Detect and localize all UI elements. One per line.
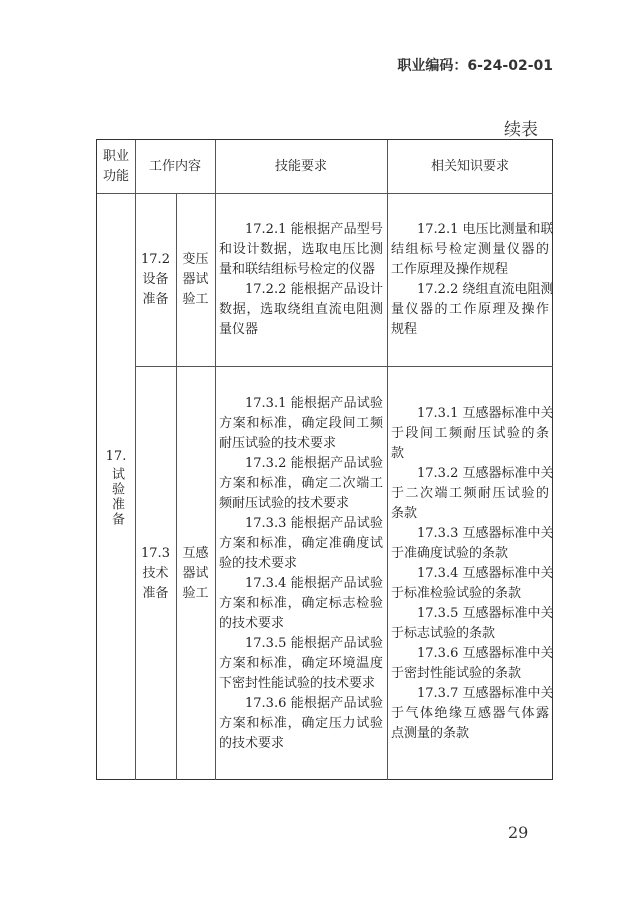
text-line: 耐压试验的技术要求	[219, 435, 337, 451]
text-line: 方案和标准，确定压力试验	[219, 715, 383, 731]
knowledge-item	[391, 524, 554, 564]
text-line: 方案和标准，确定环境温度	[219, 655, 383, 671]
text-line: 条款	[391, 505, 418, 521]
text-line: 17.2.1 电压比测量和联	[417, 222, 554, 237]
skills-item	[219, 454, 383, 514]
text-line: 17.2.2 能根据产品设计	[245, 282, 383, 297]
text-line: 于准确度试验的条款	[391, 545, 509, 561]
text-line: 于气体绝缘互感器气体露	[391, 705, 549, 721]
text-line: 17.3.3 互感器标准中关	[417, 525, 554, 541]
skills-cell	[215, 194, 387, 366]
knowledge-cell	[387, 367, 553, 780]
header-text: 功能	[102, 169, 129, 184]
continued-label: 续表	[504, 120, 538, 140]
text-line: 17.3.5 能根据产品试验	[245, 635, 383, 651]
text-line: 17.3.7 互感器标准中关	[417, 685, 554, 701]
text-line: 于段间工频耐压试验的条	[391, 425, 549, 441]
knowledge-item	[391, 564, 554, 604]
item-cell	[176, 367, 215, 780]
item-text: 验工	[182, 585, 209, 601]
item-text: 变压	[182, 252, 209, 267]
text-line: 17.3.4 互感器标准中关	[417, 565, 554, 581]
text-line: 17.3.6 互感器标准中关	[417, 645, 554, 661]
item-text: 验工	[182, 292, 209, 307]
standards-table	[96, 139, 553, 780]
knowledge-item	[391, 644, 554, 684]
header-function	[97, 140, 135, 194]
function-name: 试验准备	[109, 467, 124, 527]
section-text: 准备	[142, 292, 169, 307]
text-line: 17.3.5 互感器标准中关	[417, 605, 554, 621]
text-line: 工作原理及操作规程	[391, 262, 509, 277]
text-line: 方案和标准，确定二次端工	[219, 475, 383, 491]
text-line: 量仪器的工作原理及操作	[391, 302, 549, 317]
text-line: 于二次端工频耐压试验的	[391, 485, 549, 501]
text-line: 量仪器	[219, 322, 259, 337]
text-line: 17.2.1 能根据产品型号	[245, 222, 383, 237]
knowledge-item	[391, 604, 554, 644]
text-line: 于密封性能试验的条款	[391, 665, 522, 681]
text-line: 的技术要求	[219, 615, 285, 631]
header-knowledge: 相关知识要求	[430, 159, 509, 174]
text-line: 下密封性能试验的技术要求	[219, 675, 376, 691]
text-line: 17.2.2 绕组直流电阻测	[417, 282, 554, 297]
header-content: 工作内容	[148, 159, 201, 174]
section-cell	[135, 194, 176, 366]
text-line: 数据，选取绕组直流电阻测	[219, 302, 383, 317]
text-line: 规程	[391, 322, 418, 337]
text-line: 17.3.4 能根据产品试验	[245, 575, 383, 591]
knowledge-item	[391, 684, 554, 744]
text-line: 频耐压试验的技术要求	[219, 495, 350, 511]
occupation-code: 职业编码：6-24-02-01	[397, 58, 553, 74]
text-line: 17.3.2 互感器标准中关	[417, 465, 554, 481]
skills-item	[219, 280, 383, 340]
text-line: 17.3.1 互感器标准中关	[417, 405, 554, 421]
skills-item	[219, 694, 383, 754]
knowledge-item	[391, 404, 554, 464]
skills-item	[219, 574, 383, 634]
section-cell	[135, 367, 176, 780]
text-line: 17.3.3 能根据产品试验	[245, 515, 383, 531]
text-line: 款	[391, 445, 405, 461]
knowledge-item	[391, 280, 554, 340]
function-cell	[97, 194, 135, 780]
skills-item	[219, 220, 383, 280]
page-number: 29	[508, 823, 529, 842]
section-text: 设备	[142, 272, 169, 287]
header-skills: 技能要求	[274, 159, 327, 174]
section-text: 17.2	[141, 252, 170, 267]
text-line: 17.3.1 能根据产品试验	[245, 395, 383, 411]
text-line: 方案和标准，确定段间工频	[219, 415, 383, 431]
skills-cell	[215, 367, 387, 780]
skills-item	[219, 634, 383, 694]
text-line: 和设计数据，选取电压比测	[219, 242, 383, 257]
text-line: 量和联结组标号检定的仪器	[219, 262, 376, 277]
item-text: 器试	[182, 272, 209, 287]
function-number: 17.	[105, 449, 127, 464]
text-line: 17.3.6 能根据产品试验	[245, 695, 383, 711]
skills-item	[219, 394, 383, 454]
text-line: 结组标号检定测量仪器的	[391, 242, 549, 257]
text-line: 的技术要求	[219, 735, 285, 751]
item-text: 器试	[182, 565, 209, 581]
text-line: 17.3.2 能根据产品试验	[245, 455, 383, 471]
text-line: 于标准检验试验的条款	[391, 585, 522, 601]
text-line: 方案和标准，确定标志检验	[219, 595, 383, 611]
item-cell	[176, 194, 215, 366]
knowledge-item	[391, 220, 554, 280]
section-text: 准备	[142, 585, 169, 601]
text-line: 点测量的条款	[391, 725, 470, 741]
text-line: 于标志试验的条款	[391, 625, 496, 641]
text-line: 验的技术要求	[219, 555, 298, 571]
header-text: 职业	[102, 149, 129, 164]
section-text: 17.3	[141, 545, 170, 561]
item-text: 互感	[182, 545, 209, 561]
text-line: 方案和标准，确定准确度试	[219, 535, 383, 551]
knowledge-cell	[387, 194, 553, 366]
section-text: 技术	[142, 565, 169, 581]
skills-item	[219, 514, 383, 574]
knowledge-item	[391, 464, 554, 524]
